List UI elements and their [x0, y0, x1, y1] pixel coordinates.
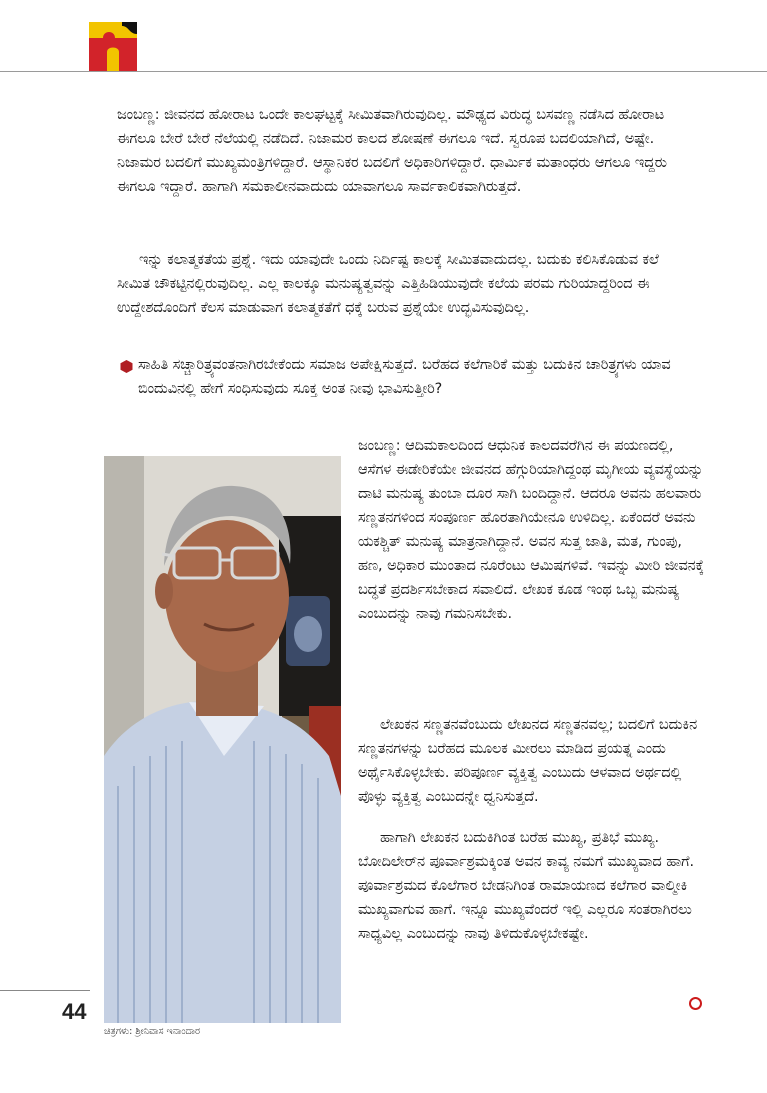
answer-paragraph-2 [117, 248, 687, 320]
answer-paragraph-1: ಜಂಬಣ್ಣ: ಜೀವನದ ಹೋರಾಟ ಒಂದೇ ಕಾಲಘಟ್ಟಕ್ಕೆ ಸೀಮಿತವಾಗಿರುವುದಿಲ್ಲ. ಮೌಢ್ಯದ ವಿರುದ್ಧ ಬಸವಣ್ಣ ನಡೆಸಿದ ಹೋರಾಟ ಈಗಲೂ ಬೇರೆ ಬೇರೆ ನೆಲೆಯಲ್ಲಿ ನಡೆದಿದೆ. ನಿಜಾಮರ ಕಾಲದ ಶೋಷಣೆ ಈಗಲೂ ಇದೆ. ಸ್ವರೂಪ ಬದಲಿಯಾಗಿದೆ, ಅಷ್ಟೇ. ನಿಜಾಮರ ಬದಲಿಗೆ ಮುಖ್ಯಮಂತ್ರಿಗಳಿದ್ದಾರೆ. ಆಸ್ಥಾನಿಕರ ಬದಲಿಗೆ ಅಧಿಕಾರಿಗಳಿದ್ದಾರೆ. ಧಾರ್ಮಿಕ ಮತಾಂಧರು ಆಗಲೂ ಇದ್ದರು ಈಗಲೂ ಇದ್ದಾರೆ. ಹಾಗಾಗಿ ಸಮಕಾಲೀನವಾದುದು ಯಾವಾಗಲೂ ಸಾರ್ವಕಾಲಿಕವಾಗಿರುತ್ತದೆ. [117, 107, 667, 195]
answer-paragraph-2-text: ಇನ್ನು ಕಲಾತ್ಮಕತೆಯ ಪ್ರಶ್ನೆ. ಇದು ಯಾವುದೇ ಒಂದು ನಿರ್ದಿಷ್ಟ ಕಾಲಕ್ಕೆ ಸೀಮಿತವಾದುದಲ್ಲ. ಬದುಕು ಕಲಿಸಿಕೊಡುವ ಕಲೆ ಸೀಮಿತ ಚೌಕಟ್ಟಿನಲ್ಲಿರುವುದಿಲ್ಲ. ಎಲ್ಲ ಕಾಲಕ್ಕೂ ಮನುಷ್ಯತ್ವವನ್ನು ಎತ್ತಿಹಿಡಿಯುವುದೇ ಕಲೆಯ ಪರಮ ಗುರಿಯಾದ್ದರಿಂದ ಈ ಉದ್ದೇಶದೊಂದಿಗೆ ಕೆಲಸ ಮಾಡುವಾಗ ಕಲಾತ್ಮಕತೆಗೆ ಧಕ್ಕೆ ಬರುವ ಪ್ರಶ್ನೆಯೇ ಉದ್ಭವಿಸುವುದಿಲ್ಲ. [117, 252, 659, 316]
page-number: 44 [62, 999, 87, 1024]
author-portrait [104, 456, 341, 1023]
photo-credit-caption: ಚಿತ್ರಗಳು: ಶ್ರೀನಿವಾಸ ಇನಾಂದಾರ [104, 1026, 201, 1037]
circle-end-icon [689, 997, 702, 1010]
answer-paragraph-4 [358, 713, 708, 809]
page-number-rule [0, 990, 90, 991]
header-divider [0, 71, 767, 72]
answer-paragraph-3: ಜಂಬಣ್ಣ: ಆದಿಮಕಾಲದಿಂದ ಆಧುನಿಕ ಕಾಲದವರೆಗಿನ ಈ ಪಯಣದಲ್ಲಿ, ಆಸೆಗಳ ಈಡೇರಿಕೆಯೇ ಜೀವನದ ಹೆಗ್ಗುರಿಯಾಗಿದ್ದಂಥ ಮೃಗೀಯ ವ್ಯವಸ್ಥೆಯನ್ನು ದಾಟಿ ಮನುಷ್ಯ ತುಂಬಾ ದೂರ ಸಾಗಿ ಬಂದಿದ್ದಾನೆ. ಆದರೂ ಅವನು ಹಲವಾರು ಸಣ್ಣತನಗಳಿಂದ ಸಂಪೂರ್ಣ ಹೊರತಾಗಿಯೇನೂ ಉಳಿದಿಲ್ಲ. ಏಕೆಂದರೆ ಅವನು ಯಕಶ್ಚಿತ್ ಮನುಷ್ಯ ಮಾತ್ರನಾಗಿದ್ದಾನೆ. ಅವನ ಸುತ್ತ ಜಾತಿ, ಮತ, ಗುಂಪು, ಹಣ, ಅಧಿಕಾರ ಮುಂತಾದ ನೂರೆಂಟು ಆಮಿಷಗಳಿವೆ. ಇವನ್ನು ಮೀರಿ ಜೀವನಕ್ಕೆ ಬದ್ಧತೆ ಪ್ರದರ್ಶಿಸಬೇಕಾದ ಸವಾಲಿದೆ. ಲೇಖಕ ಕೂಡ ಇಂಥ ಒಬ್ಬ ಮನುಷ್ಯ ಎಂಬುದನ್ನು ನಾವು ಗಮನಿಸಬೇಕು. [358, 438, 704, 622]
answer-paragraph-4-text: ಲೇಖಕನ ಸಣ್ಣತನವೆಂಬುದು ಲೇಖನದ ಸಣ್ಣತನವಲ್ಲ; ಬದಲಿಗೆ ಬದುಕಿನ ಸಣ್ಣತನಗಳನ್ನು ಬರೆಹದ ಮೂಲಕ ಮೀರಲು ಮಾಡಿದ ಪ್ರಯತ್ನ ಎಂದು ಅರ್ಥೈಸಿಕೊಳ್ಳಬೇಕು. ಪರಿಪೂರ್ಣ ವ್ಯಕ್ತಿತ್ವ ಎಂಬುದು ಆಳವಾದ ಅರ್ಥದಲ್ಲಿ ಪೊಳ್ಳು ವ್ಯಕ್ತಿತ್ವ ಎಂಬುದನ್ನೇ ಧ್ವನಿಸುತ್ತದೆ. [358, 717, 698, 805]
puzzle-logo-icon [89, 22, 137, 72]
hexagon-bullet-icon [120, 360, 133, 373]
answer-paragraph-5-text: ಹಾಗಾಗಿ ಲೇಖಕನ ಬದುಕಿಗಿಂತ ಬರೆಹ ಮುಖ್ಯ, ಪ್ರತಿಭೆ ಮುಖ್ಯ. ಬೋದಿಲೇರ್‌ನ ಪೂರ್ವಾಶ್ರಮಕ್ಕಿಂತ ಅವನ ಕಾವ್ಯ ನಮಗೆ ಮುಖ್ಯವಾದ ಹಾಗೆ. ಪೂರ್ವಾಶ್ರಮದ ಕೊಲೆಗಾರ ಬೇಡನಿಗಿಂತ ರಾಮಾಯಣದ ಕಲೆಗಾರ ವಾಲ್ಮೀಕಿ ಮುಖ್ಯವಾಗುವ ಹಾಗೆ. ಇನ್ನೂ ಮುಖ್ಯವೆಂದರೆ ಇಲ್ಲಿ ಎಲ್ಲರೂ ಸಂತರಾಗಿರಲು ಸಾಧ್ಯವಿಲ್ಲ ಎಂಬುದನ್ನು ನಾವು ತಿಳಿದುಕೊಳ್ಳಬೇಕಷ್ಟೇ. [358, 830, 695, 942]
answer-paragraph-5 [358, 826, 708, 946]
question-text: ಸಾಹಿತಿ ಸಚ್ಚಾರಿತ್ರ್ಯವಂತನಾಗಿರಬೇಕೆಂದು ಸಮಾಜ ಅಪೇಕ್ಷಿಸುತ್ತದೆ. ಬರೆಹದ ಕಲೆಗಾರಿಕೆ ಮತ್ತು ಬದುಕಿನ ಚಾರಿತ್ರ್ಯಗಳು ಯಾವ ಬಿಂದುವಿನಲ್ಲಿ ಹೇಗೆ ಸಂಧಿಸುವುದು ಸೂಕ್ತ ಅಂತ ನೀವು ಭಾವಿಸುತ್ತೀರಿ? [138, 357, 671, 397]
